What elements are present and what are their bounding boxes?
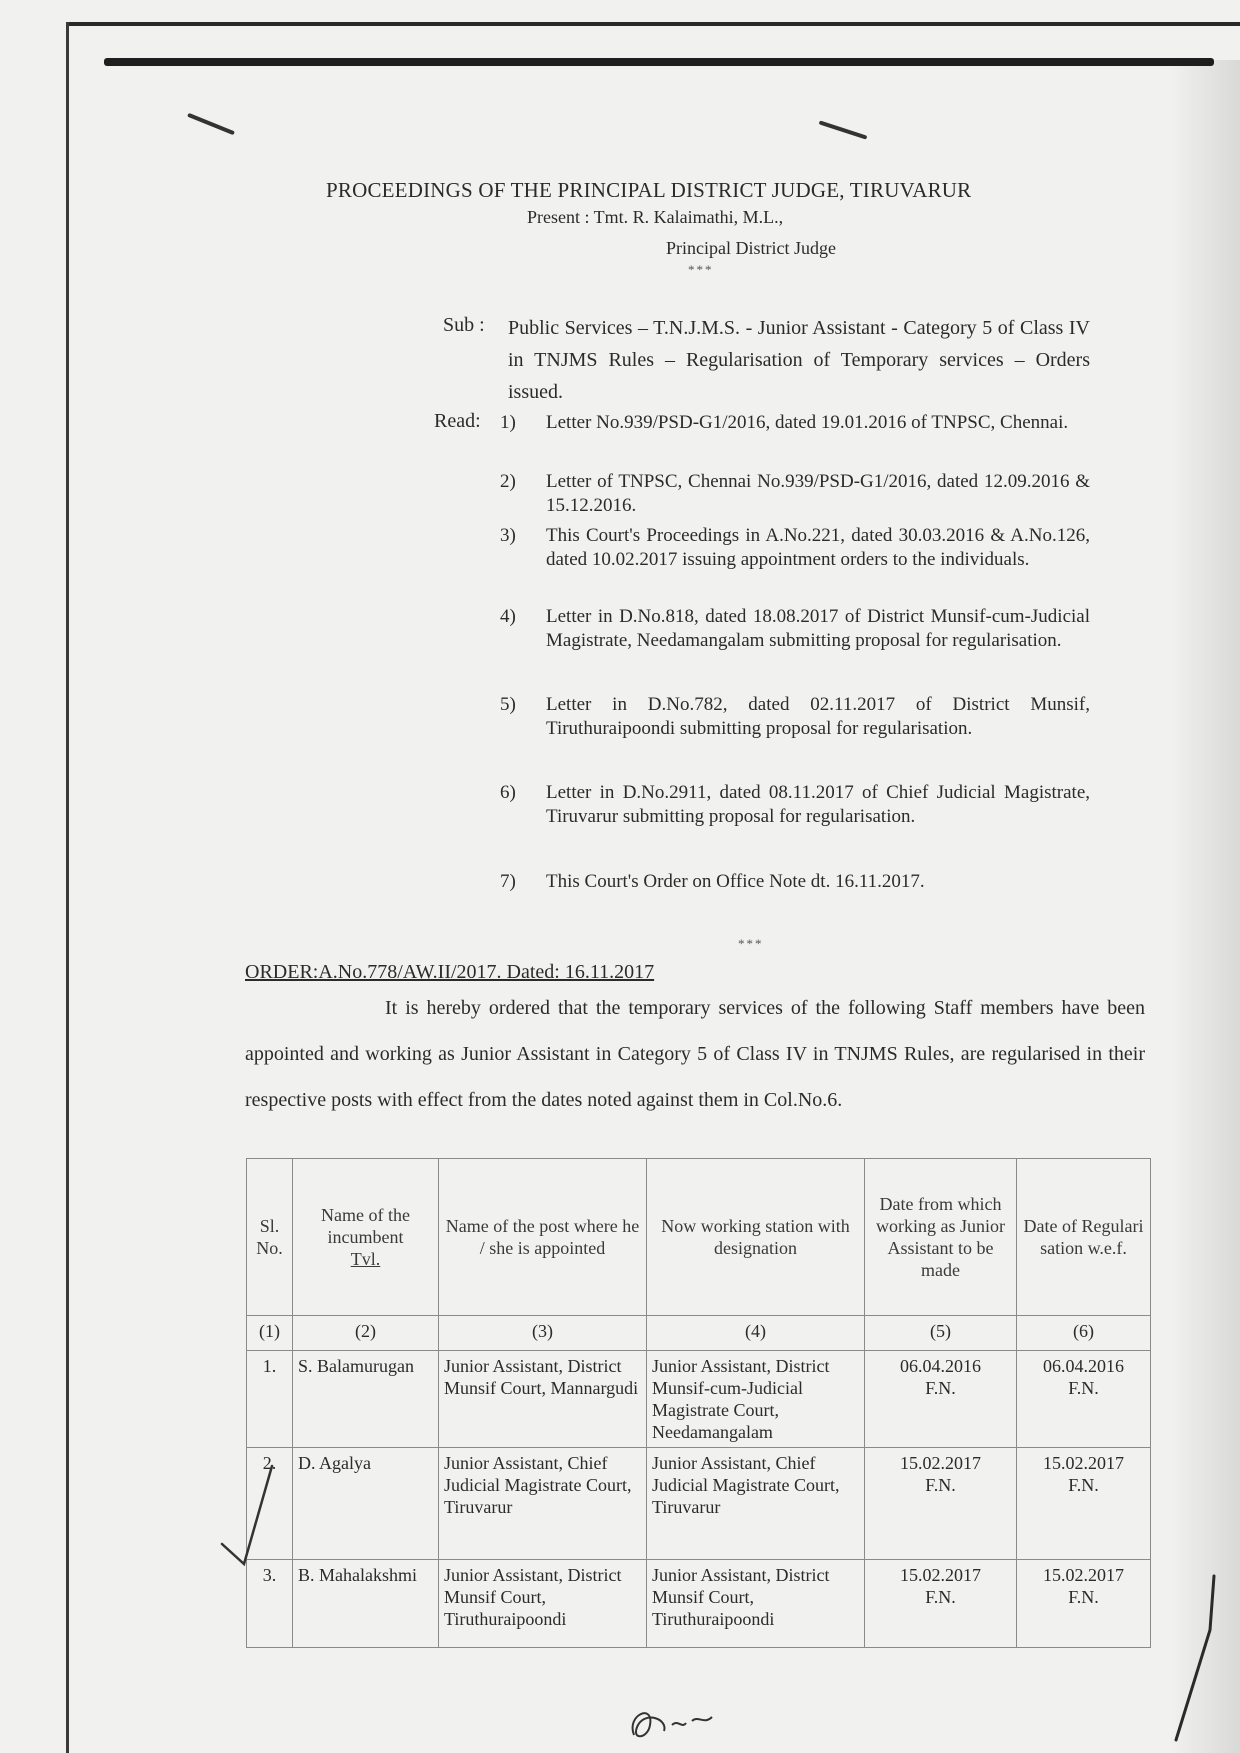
cell-from	[865, 1448, 1017, 1560]
read-item-number: 6)	[500, 782, 516, 803]
check-mark-icon	[218, 1460, 278, 1570]
read-item-text: This Court's Order on Office Note dt. 16.11.2017.	[546, 871, 925, 892]
scan-edge-left	[66, 22, 69, 1753]
pen-mark-right	[819, 120, 868, 139]
read-item-number: 2)	[500, 471, 516, 492]
cell-post: Junior Assistant, Chief Judicial Magistrate Court, Tiruvarur	[439, 1448, 647, 1560]
col-header-regular: Date of Regulari sation w.e.f.	[1017, 1159, 1151, 1316]
signature-icon	[620, 1695, 740, 1745]
reg-date: 15.02.2017	[1043, 1453, 1124, 1473]
col-number: (5)	[865, 1316, 1017, 1351]
cell-station: Junior Assistant, District Munsif-cum-Judicial Magistrate Court, Needamangalam	[647, 1351, 865, 1448]
read-item-number: 1)	[500, 412, 516, 433]
judge-designation: Principal District Judge	[666, 238, 836, 258]
col-header-name	[293, 1159, 439, 1316]
header-rule	[104, 58, 1214, 66]
cell-sl: 2.	[247, 1448, 293, 1560]
table-header-row	[247, 1159, 1151, 1316]
read-item-text: This Court's Proceedings in A.No.221, dated 30.03.2016 & A.No.126, dated 10.02.2017 issuing appointment orders to the individuals.	[546, 525, 1090, 570]
cell-regular	[1017, 1351, 1151, 1448]
subject-label: Sub :	[443, 314, 485, 336]
scan-shadow	[1170, 60, 1240, 1753]
read-item-number: 5)	[500, 694, 516, 715]
staff-table	[246, 1158, 1151, 1648]
reg-date: 06.04.2016	[1043, 1356, 1124, 1376]
cell-sl: 3.	[247, 1560, 293, 1648]
col-header-sl: Sl. No.	[247, 1159, 293, 1316]
scan-edge-top	[66, 22, 1240, 26]
col-header-from: Date from which working as Junior Assistant to be made	[865, 1159, 1017, 1316]
cell-name: B. Mahalakshmi	[293, 1560, 439, 1648]
col-number: (6)	[1017, 1316, 1151, 1351]
read-item-number: 3)	[500, 525, 516, 546]
col-header-station: Now working station with designation	[647, 1159, 865, 1316]
read-item	[500, 693, 1090, 741]
read-item	[500, 524, 1090, 572]
reg-session: F.N.	[1068, 1378, 1099, 1398]
reg-session: F.N.	[1068, 1475, 1099, 1495]
from-date: 15.02.2017	[900, 1565, 981, 1585]
reg-date: 15.02.2017	[1043, 1565, 1124, 1585]
table-row	[247, 1448, 1151, 1560]
cell-post: Junior Assistant, District Munsif Court, Mannargudi	[439, 1351, 647, 1448]
cell-regular	[1017, 1560, 1151, 1648]
table-row	[247, 1560, 1151, 1648]
cell-name: D. Agalya	[293, 1448, 439, 1560]
page-title: PROCEEDINGS OF THE PRINCIPAL DISTRICT JUDGE, TIRUVARUR	[326, 178, 972, 202]
from-session: F.N.	[925, 1587, 956, 1607]
col-header-post: Name of the post where he / she is appointed	[439, 1159, 647, 1316]
cell-station: Junior Assistant, Chief Judicial Magistrate Court, Tiruvarur	[647, 1448, 865, 1560]
cell-regular	[1017, 1448, 1151, 1560]
read-item-text: Letter in D.No.2911, dated 08.11.2017 of Chief Judicial Magistrate, Tiruvarur submitting proposal for regularisation.	[546, 782, 1090, 827]
col-header-name-suffix: Tvl.	[350, 1249, 381, 1269]
separator-stars: ***	[688, 262, 714, 277]
cell-sl: 1.	[247, 1351, 293, 1448]
table-row	[247, 1351, 1151, 1448]
cell-name: S. Balamurugan	[293, 1351, 439, 1448]
cell-station: Junior Assistant, District Munsif Court, Tiruthuraipoondi	[647, 1560, 865, 1648]
col-number: (4)	[647, 1316, 865, 1351]
pen-mark-left	[187, 113, 235, 135]
pen-stroke-icon	[1170, 1570, 1220, 1750]
read-item	[500, 781, 1090, 829]
read-item-number: 4)	[500, 606, 516, 627]
reg-session: F.N.	[1068, 1587, 1099, 1607]
read-item-number: 7)	[500, 871, 516, 892]
read-label: Read:	[434, 410, 481, 432]
col-number: (1)	[247, 1316, 293, 1351]
read-item	[500, 870, 1090, 894]
order-title: ORDER:A.No.778/AW.II/2017. Dated: 16.11.2017	[245, 961, 655, 983]
col-header-name-text: Name of the incumbent	[321, 1205, 410, 1247]
read-item-text: Letter of TNPSC, Chennai No.939/PSD-G1/2016, dated 12.09.2016 & 15.12.2016.	[546, 471, 1090, 516]
read-item-text: Letter in D.No.782, dated 02.11.2017 of District Munsif, Tiruthuraipoondi submitting proposal for regularisation.	[546, 694, 1090, 739]
read-item-text: Letter in D.No.818, dated 18.08.2017 of District Munsif-cum-Judicial Magistrate, Needamangalam submitting proposal for regularisation.	[546, 606, 1090, 651]
read-item-text: Letter No.939/PSD-G1/2016, dated 19.01.2016 of TNPSC, Chennai.	[546, 412, 1069, 433]
read-item	[500, 605, 1090, 653]
from-date: 15.02.2017	[900, 1453, 981, 1473]
subject-text: Public Services – T.N.J.M.S. - Junior Assistant - Category 5 of Class IV in TNJMS Rules – Regularisation of Temporary services – Orders issued.	[508, 317, 1090, 403]
from-session: F.N.	[925, 1475, 956, 1495]
from-date: 06.04.2016	[900, 1356, 981, 1376]
cell-from	[865, 1351, 1017, 1448]
column-number-row	[247, 1316, 1151, 1351]
from-session: F.N.	[925, 1378, 956, 1398]
read-item	[500, 470, 1090, 518]
col-number: (2)	[293, 1316, 439, 1351]
col-number: (3)	[439, 1316, 647, 1351]
read-item	[500, 411, 1090, 435]
order-paragraph: It is hereby ordered that the temporary services of the following Staff members have been appointed and working as Junior Assistant in Category 5 of Class IV in TNJMS Rules, are regularised in their respective posts with effect from the dates noted against them in Col.No.6.	[245, 997, 1145, 1111]
cell-post: Junior Assistant, District Munsif Court, Tiruthuraipoondi	[439, 1560, 647, 1648]
present-line: Present : Tmt. R. Kalaimathi, M.L.,	[527, 207, 784, 227]
separator-stars: ***	[738, 936, 764, 951]
cell-from	[865, 1560, 1017, 1648]
